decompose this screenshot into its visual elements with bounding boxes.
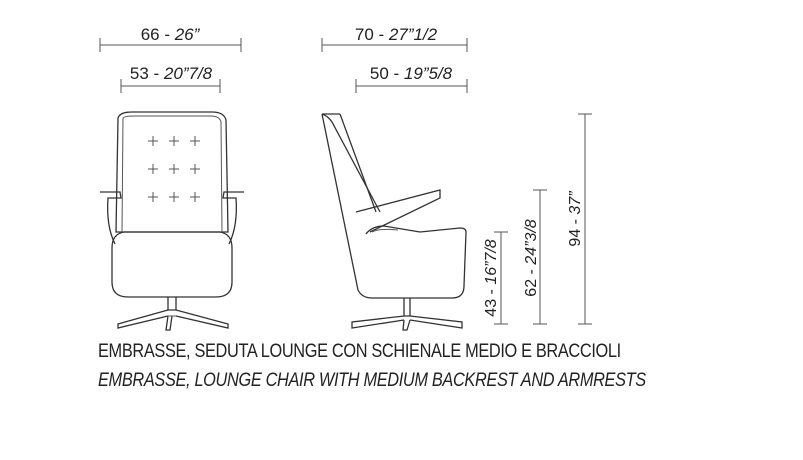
front-overall-width-in: 26” xyxy=(174,25,200,44)
front-seat-width-cm: 53 xyxy=(129,64,149,83)
front-overall-width-dimension xyxy=(100,25,241,52)
svg-text:70 - 27”1/2: 70 - 27”1/2 xyxy=(354,25,438,44)
front-overall-width-cm: 66 xyxy=(140,25,160,44)
side-seat-depth-cm: 50 xyxy=(369,64,389,83)
side-seat-depth-dimension xyxy=(356,64,467,93)
svg-text:50 - 19”5/8: 50 - 19”5/8 xyxy=(369,64,453,83)
seat-height-dimension xyxy=(483,232,508,324)
armrest-height-in: 24”3/8 xyxy=(523,219,540,265)
front-seat-width-dimension xyxy=(121,64,220,93)
svg-text:43 - 16”7/8: 43 - 16”7/8 xyxy=(483,239,500,317)
armrest-height-dimension xyxy=(523,190,547,324)
svg-text:66 - 26”: 66 - 26” xyxy=(140,25,200,44)
overall-height-dimension xyxy=(567,114,592,324)
svg-text:62 - 24”3/8: 62 - 24”3/8 xyxy=(523,219,540,297)
caption-italian: EMBRASSE, SEDUTA LOUNGE CON SCHIENALE MEDIO E BRACCIOLI xyxy=(98,341,621,362)
svg-text:94 - 37”: 94 - 37” xyxy=(567,191,584,247)
svg-text:53 - 20”7/8: 53 - 20”7/8 xyxy=(129,64,213,83)
side-overall-depth-dimension xyxy=(322,25,467,52)
side-overall-depth-in: 27”1/2 xyxy=(388,25,438,44)
seat-height-in: 16”7/8 xyxy=(483,239,500,285)
armrest-height-cm: 62 xyxy=(523,278,540,297)
chair-side-view xyxy=(322,114,466,330)
backrest-tufting xyxy=(148,136,200,202)
front-seat-width-in: 20”7/8 xyxy=(163,64,213,83)
seat-height-cm: 43 xyxy=(483,298,500,317)
overall-height-cm: 94 xyxy=(567,228,584,247)
caption-english: EMBRASSE, LOUNGE CHAIR WITH MEDIUM BACKREST AND ARMRESTS xyxy=(98,370,646,391)
chair-front-view xyxy=(100,112,244,330)
side-overall-depth-cm: 70 xyxy=(354,25,374,44)
overall-height-in: 37” xyxy=(567,191,584,215)
side-seat-depth-in: 19”5/8 xyxy=(403,64,453,83)
